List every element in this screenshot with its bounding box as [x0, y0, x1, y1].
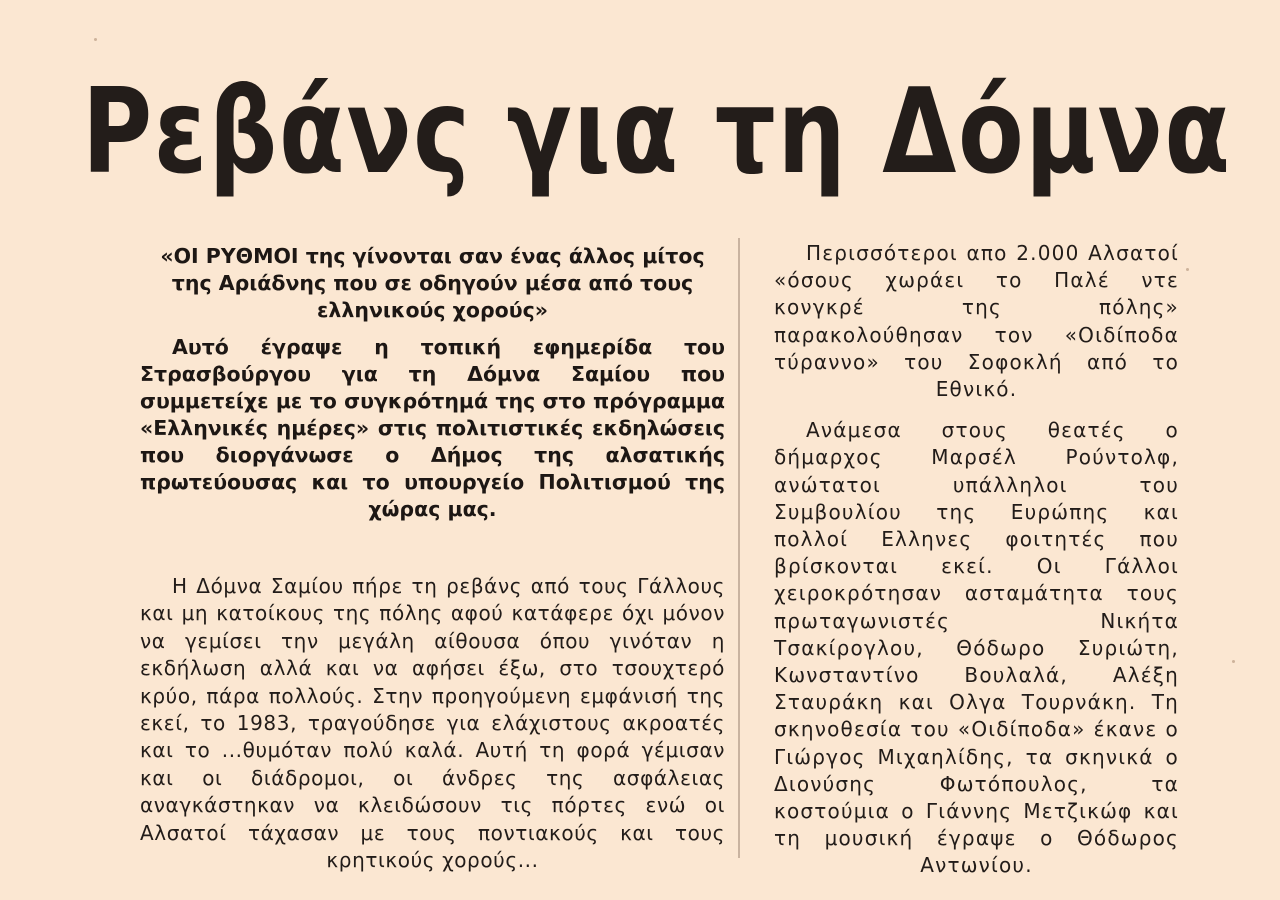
paper-speck: [1186, 268, 1189, 271]
lede-quote: «ΟΙ ΡΥΘΜΟΙ της γίνονται σαν ένας άλλος μίτος της Αριάδνης που σε οδηγούν μέσα από τους ελληνικούς χορούς»: [160, 244, 705, 322]
column-divider: [738, 238, 740, 858]
paper-speck: [94, 38, 97, 41]
paper-speck: [1232, 660, 1235, 663]
body-paragraph-left: Η Δόμνα Σαμίου πήρε τη ρεβάνς από τους Γάλλους και μη κατοίκους της πόλης αφού κατάφερε όχι μόνον να γεμίσει την μεγάλη αίθουσα όπου γινόταν η εκδήλωση αλλά και να αφήσει έξω, στο τσουχτερό κρύο, πάρα πολλούς. Στην προηγούμενη εμφάνισή της εκεί, το 1983, τραγούδησε για ελάχιστους ακροατές και το ...θυμόταν πολύ καλά. Αυτή τη φορά γέμισαν και οι διάδρομοι, οι άνδρες της ασφάλειας αναγκάστηκαν να κλειδώσουν τις πόρτες ενώ οι Αλσατοί τάχασαν με τους ποντιακούς και τους κρητικούς χορούς...: [140, 574, 725, 873]
left-column: [140, 243, 725, 874]
body-paragraph-right-2: Ανάμεσα στους θεατές ο δήμαρχος Μαρσέλ Ρούντολφ, ανώτατοι υπάλληλοι του Συμβουλίου της Ευρώπης και πολλοί Ελληνες φοιτητές που βρίσκονται εκεί. Οι Γάλλοι χειροκρότησαν ασταμάτητα τους πρωταγωνιστές Νικήτα Τσακίρογλου, Θόδωρο Συριώτη, Κωνσταντίνο Βουλαλά, Αλέξη Σταυράκη και Ολγα Τουρνάκη. Τη σκηνοθεσία του «Οιδίποδα» έκανε ο Γιώργος Μιχαηλίδης, τα σκηνικά ο Διονύσης Φωτόπουλος, τα κοστούμια ο Γιάννης Μετζικώφ και τη μουσική έγραψε ο Θόδωρος Αντωνίου.: [774, 418, 1179, 878]
intro-paragraph: Αυτό έγραψε η τοπική εφημερίδα του Στρασβούργου για τη Δόμνα Σαμίου που συμμετείχε με το συγκρότημά της στο πρόγραμμα «Ελληνικές ημέρες» στις πολιτιστικές εκδηλώσεις που διοργάνωσε ο Δήμος της αλσατικής πρωτεύουσας και το υπουργείο Πολιτισμού της χώρας μας.: [140, 335, 725, 521]
headline: Ρεβάνς για τη Δόμνα: [82, 62, 1232, 200]
body-paragraph-right-1: Περισσότεροι απο 2.000 Αλσατοί «όσους χωράει το Παλέ ντε κονγκρέ της πόλης» παρακολούθησαν τον «Οιδίποδα τύραννο» του Σοφοκλή από το Εθνικό.: [774, 241, 1179, 402]
right-column: [774, 240, 1179, 880]
